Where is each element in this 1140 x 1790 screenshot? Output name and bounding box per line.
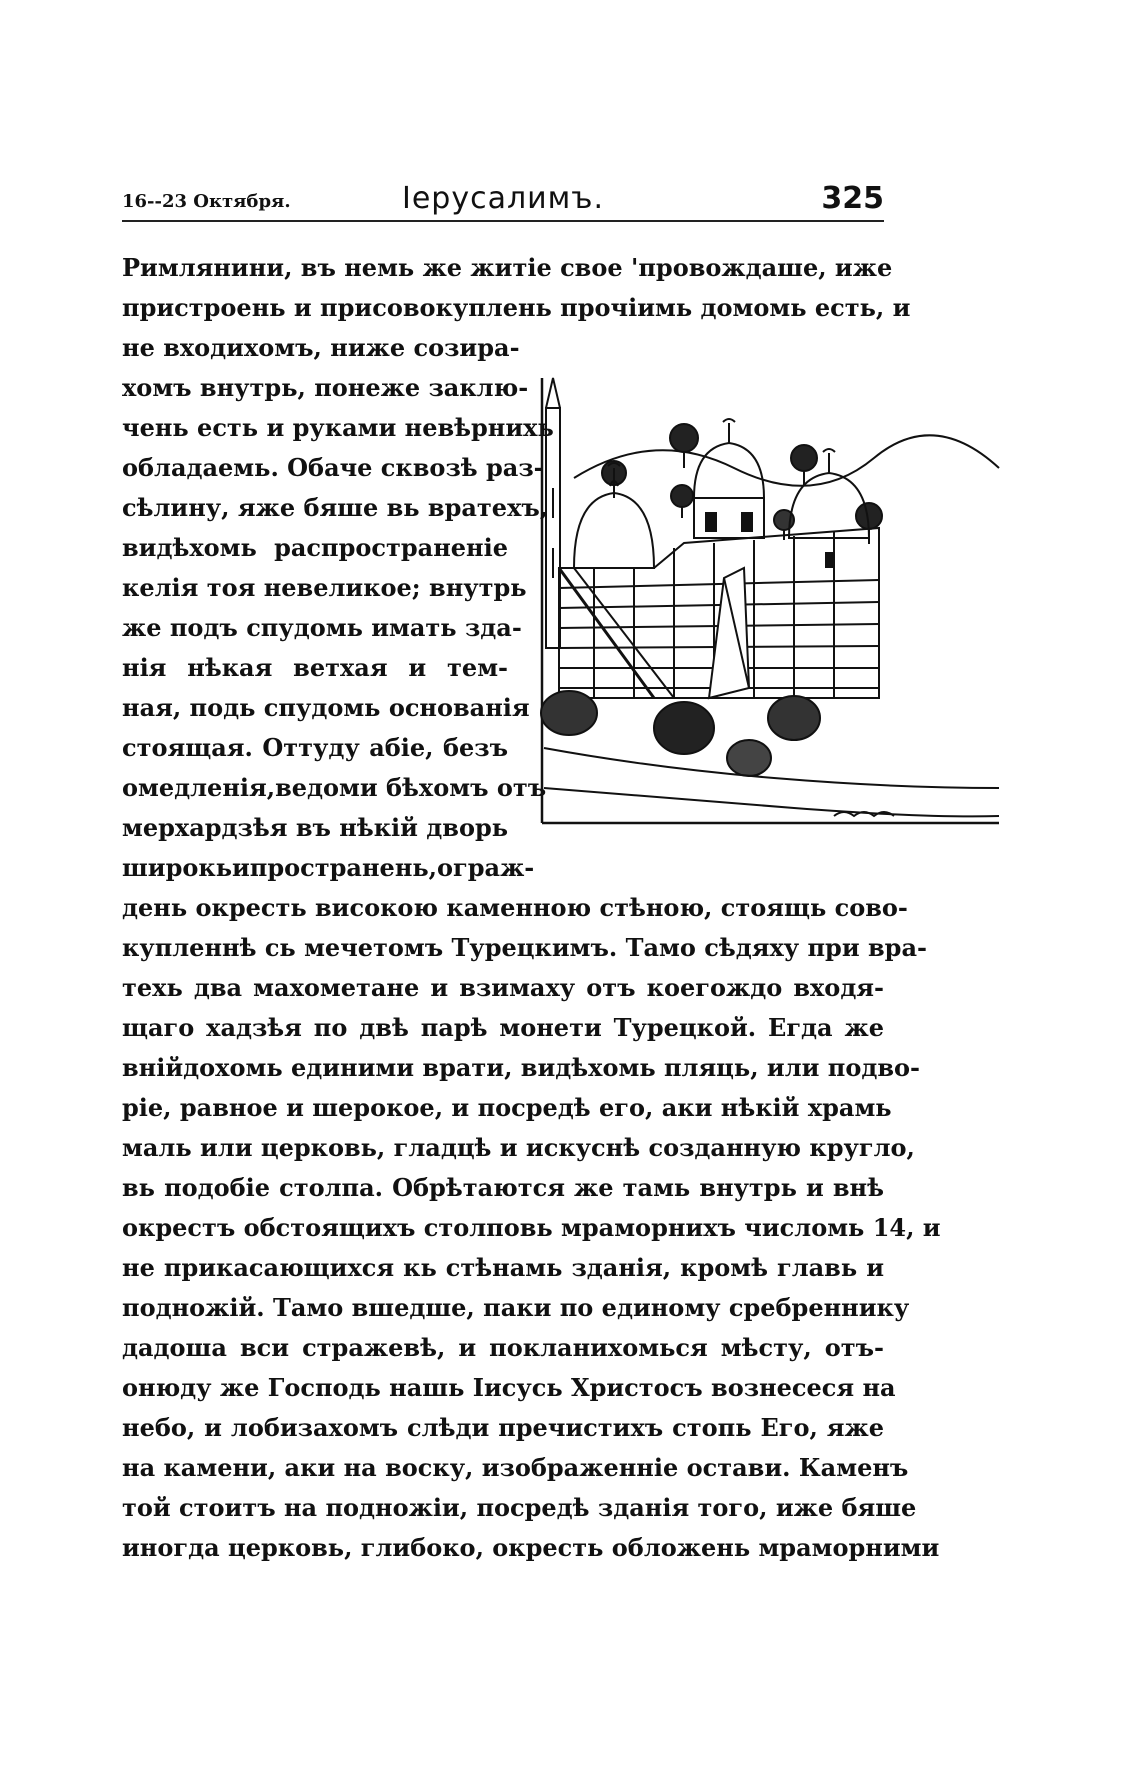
dome	[574, 463, 654, 568]
text-line: келія тоя невеликое; внутрь	[122, 573, 527, 602]
text-line: хомъ внутрь, понеже заклю-	[122, 373, 529, 402]
text-line: ная, подь спудомь основанія	[122, 693, 530, 722]
text-line: мерхардзѣя въ нѣкій дворь	[122, 813, 509, 842]
mosque-drawing	[534, 368, 1004, 828]
header-title: Іерусалимъ.	[401, 181, 604, 216]
text-line: иногда церковь, глибоко, окресть обложень мраморними	[122, 1533, 940, 1562]
text-line: ріе, равное и шерокое, и посредѣ его, аки нѣкій храмь	[122, 1093, 892, 1122]
text-line: пристроень и присовокуплень прочіимь домомь есть, и	[122, 293, 911, 322]
text-line: чень есть и руками невѣрнихь	[122, 413, 554, 442]
text-line: омедленія,ведоми бѣхомъ отъ	[122, 773, 547, 802]
header-date-range: 16--23 Октября.	[122, 191, 291, 212]
text-line: не прикасающихся кь стѣнамь зданія, кромѣ главь и	[122, 1253, 884, 1282]
text-line: не входихомъ, ниже созира-	[122, 333, 520, 362]
text-line: стоящая. Оттуду абіе, безъ	[122, 733, 508, 762]
text-line: на камени, аки на воску, изображенніе остави. Каменъ	[122, 1453, 909, 1482]
running-header	[122, 172, 884, 222]
text-line: обладаемь. Обаче сквозѣ раз-	[122, 453, 544, 482]
bush-icon	[768, 696, 820, 740]
text-line: видѣхомь распространеніе	[122, 533, 508, 562]
text-line: той стоитъ на подножіи, посредѣ зданія того, иже бяше	[122, 1493, 917, 1522]
minaret	[546, 378, 560, 648]
bush-icon	[654, 702, 714, 754]
text-line: маль или церковь, гладцѣ и искуснѣ созданную кругло,	[122, 1133, 915, 1162]
page-number: 325	[821, 181, 884, 216]
dome	[694, 419, 764, 538]
text-line: широкьипространень,ограж-	[122, 853, 535, 882]
text-line: Римлянини, въ немь же житіе свое 'провождаше, иже	[122, 253, 893, 282]
text-line: подножій. Тамо вшедше, паки по единому сребреннику	[122, 1293, 910, 1322]
tree-icon	[670, 424, 698, 468]
bush-icon	[541, 691, 597, 735]
text-line: нія нѣкая ветхая и тем-	[122, 653, 508, 682]
text-line: онюду же Господь нашь Іисусь Христосъ вознесеся на	[122, 1373, 896, 1402]
brick-wall	[559, 528, 879, 698]
text-line: техь два махометане и взимаху отъ коегождо входя-	[122, 973, 884, 1002]
text-line: внійдохомь единими врати, видѣхомь пляць, или подво-	[122, 1053, 920, 1082]
text-line: купленнѣ сь мечетомъ Турецкимъ. Тамо сѣдяху при вра-	[122, 933, 927, 962]
text-line: щаго хадзѣя по двѣ парѣ монети Турецкой. Егда же	[122, 1013, 884, 1042]
text-line: день окресть високою каменною стѣною, стоящь сово-	[122, 893, 908, 922]
text-line: же подъ спудомь имать зда-	[122, 613, 522, 642]
tree-icon	[791, 445, 817, 486]
text-line: окрестъ обстоящихъ столповь мраморнихъ числомь 14, и	[122, 1213, 941, 1242]
text-line: небо, и лобизахомъ слѣди пречистихъ стопь Его, яже	[122, 1413, 884, 1442]
text-line: вь подобіе столпа. Обрѣтаются же тамь внутрь и внѣ	[122, 1173, 884, 1202]
text-line: дадоша вси стражевѣ, и покланихомься мѣсту, отъ-	[122, 1333, 884, 1362]
text-line: сѣлину, яже бяше вь вратехъ,	[122, 493, 549, 522]
tree-icon	[671, 485, 693, 518]
mosque-illustration	[534, 368, 1004, 828]
bush-icon	[727, 740, 771, 776]
